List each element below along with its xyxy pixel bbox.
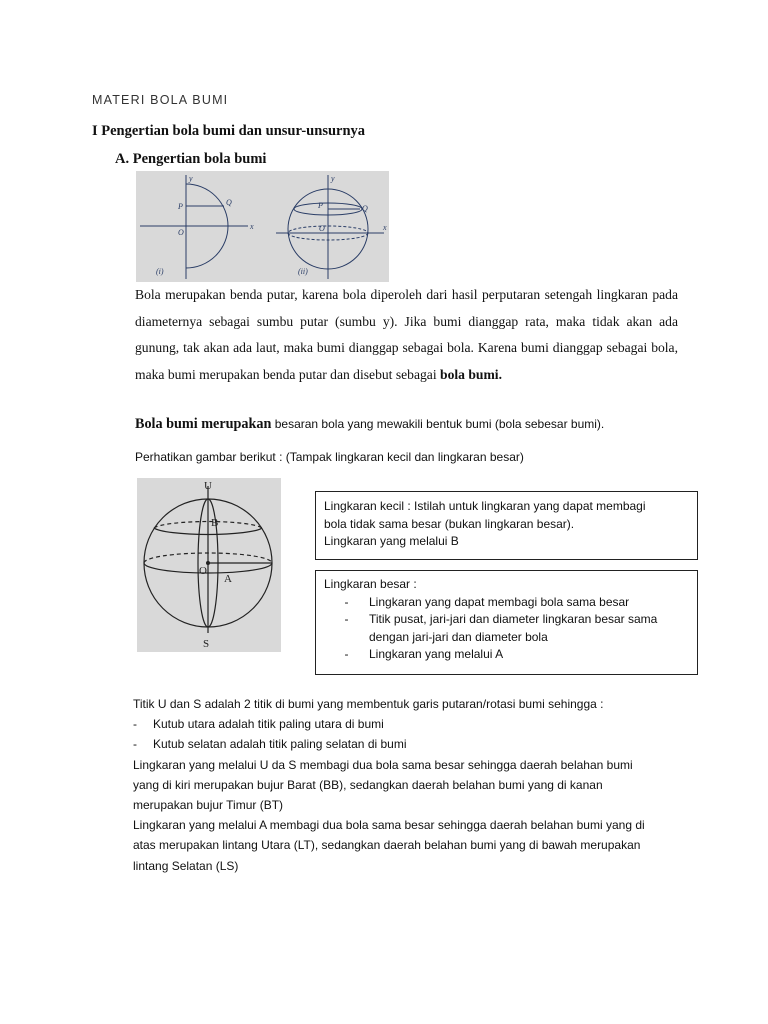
sphere-diagram-figure <box>137 478 281 652</box>
label-p-right: P <box>318 201 323 210</box>
paragraph-line: lintang Selatan (LS) <box>133 858 239 873</box>
panel-label-ii: (ii) <box>298 267 308 276</box>
bullet-dash: - <box>344 594 349 609</box>
list-item-text: Titik pusat, jari-jari dan diameter lingkaran besar sama dengan jari-jari dan diameter bola <box>369 612 658 644</box>
label-o: O <box>199 565 207 577</box>
document-header: MATERI BOLA BUMI <box>92 93 229 107</box>
box-title: Lingkaran besar : <box>324 577 417 591</box>
box-line: Lingkaran yang melalui B <box>324 534 459 548</box>
label-x-left: x <box>250 222 254 231</box>
definition-rest: besaran bola yang mewakili bentuk bumi (bola sebesar bumi). <box>271 417 605 431</box>
rotation-diagram-figure <box>136 171 389 282</box>
list-item <box>324 646 689 664</box>
definition-line <box>135 416 695 433</box>
bullet-dash: - <box>133 737 137 752</box>
label-q-left: Q <box>226 198 232 207</box>
paragraph-line: atas merupakan lintang Utara (LT), sedangkan daerah belahan bumi yang di bawah merupakan <box>133 838 641 853</box>
label-x-right: x <box>383 223 387 232</box>
label-b: B <box>211 517 219 529</box>
body-paragraph <box>135 282 678 388</box>
bullet-dash: - <box>344 647 349 661</box>
paragraph-line: Lingkaran yang melalui A membagi dua bola sama besar sehingga daerah belahan bumi yang di <box>133 818 645 833</box>
label-s: S <box>203 638 210 650</box>
panel-label-i: (i) <box>156 267 164 276</box>
list-item <box>324 611 689 646</box>
box-line: bola tidak sama besar (bukan lingkaran besar). <box>324 516 575 531</box>
list-item-text: Kutub selatan adalah titik paling selatan di bumi <box>153 737 407 752</box>
explanation-block <box>133 694 693 876</box>
label-u: U <box>204 480 212 492</box>
paragraph-bold-end: bola bumi. <box>440 366 502 382</box>
paragraph-line: merupakan bujur Timur (BT) <box>133 798 284 813</box>
small-circle-definition-box <box>315 491 698 560</box>
section-heading: I Pengertian bola bumi dan unsur-unsurnya <box>92 123 366 139</box>
great-circle-definition-box <box>315 570 698 675</box>
bullet-dash: - <box>344 612 349 626</box>
list-item-text: Kutub utara adalah titik paling utara di bumi <box>153 717 384 732</box>
definition-bold: Bola bumi merupakan <box>135 416 272 432</box>
paragraph-line: yang di kiri merupakan bujur Barat (BB), sedangkan daerah belahan bumi yang di kanan <box>133 777 603 792</box>
rotation-diagram-svg <box>136 171 389 282</box>
label-q-right: Q <box>362 204 368 213</box>
sphere-diagram-svg <box>137 478 281 652</box>
list-item <box>324 594 689 612</box>
paragraph-line: Lingkaran yang melalui U da S membagi dua bola sama besar sehingga daerah belahan bumi <box>133 757 633 772</box>
label-a: A <box>224 573 232 585</box>
list-item-text: Lingkaran yang melalui A <box>369 647 504 661</box>
bullet-dash: - <box>133 717 137 732</box>
instruction-line: Perhatikan gambar berikut : (Tampak lingkaran kecil dan lingkaran besar) <box>135 450 524 464</box>
label-y-right: y <box>331 174 335 183</box>
paragraph-text: Bola merupakan benda putar, karena bola diperoleh dari hasil perputaran setengah lingkaran pada diameternya sebagai sumbu putar (sumbu y). Jika bumi dianggap rata, maka tidak akan ada gunung, tak akan ada laut, maka bumi dianggap sebagai bola. Karena bumi dianggap sebagai bola, maka bumi merupakan benda putar dan disebut sebagai <box>135 287 678 382</box>
label-o-left: O <box>178 228 184 237</box>
list-item <box>133 734 693 754</box>
intro-line: Titik U dan S adalah 2 titik di bumi yang membentuk garis putaran/rotasi bumi sehingga : <box>133 697 604 711</box>
list-item-text: Lingkaran yang dapat membagi bola sama besar <box>369 594 630 609</box>
list-item <box>133 714 693 734</box>
box-line: Lingkaran kecil : Istilah untuk lingkaran yang dapat membagi <box>324 499 646 513</box>
subsection-heading: A. Pengertian bola bumi <box>115 151 267 167</box>
label-y-left: y <box>189 174 193 183</box>
label-o-right: O <box>319 224 325 233</box>
label-p-left: P <box>178 202 183 211</box>
